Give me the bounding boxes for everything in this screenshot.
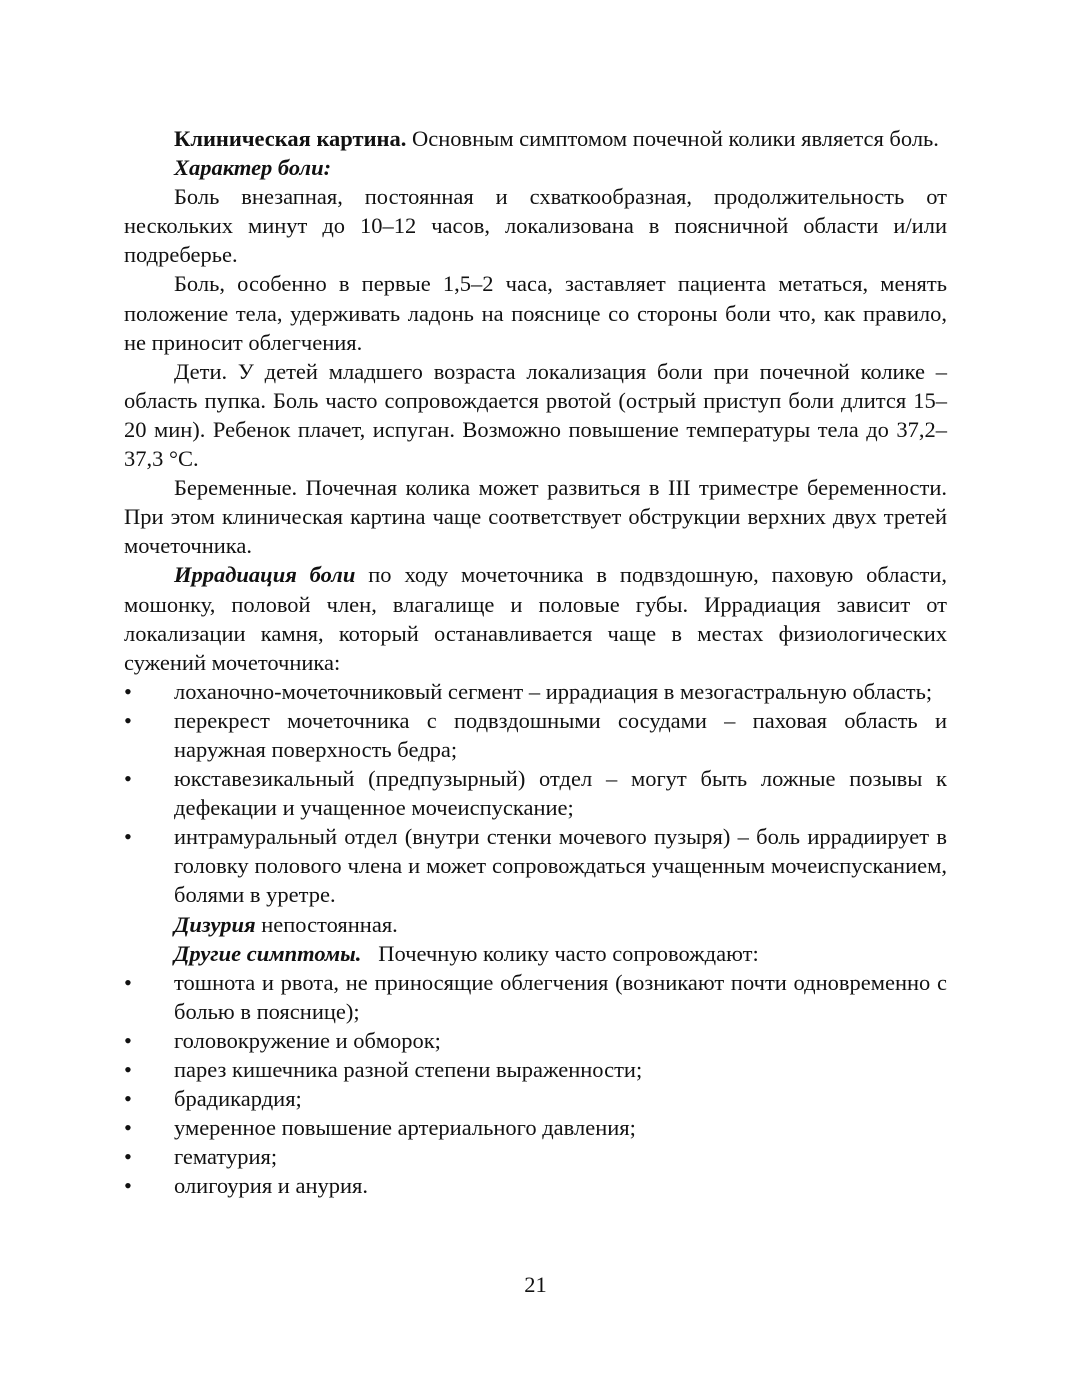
list-item (124, 1142, 947, 1171)
list-item (124, 677, 947, 706)
document-body (124, 124, 947, 1200)
list-item (124, 1084, 947, 1113)
list-item-text: гематурия; (174, 1144, 278, 1170)
pain-character-heading: Характер боли: (174, 155, 332, 181)
bullet-icon: • (124, 678, 132, 704)
list-item-text: перекрест мочеточника с подвздошными сосудами – паховая область и наружная поверхность бедра; (174, 707, 947, 762)
children-paragraph: Дети. У детей младшего возраста локализация боли при почечной колике – область пупка. Боль часто сопровождается рвотой (острый приступ боли длится 15–20 мин). Ребенок плачет, испуган. Возможно повышение температуры тела до 37,2–37,3 °С. (124, 358, 947, 472)
pregnant-paragraph: Беременные. Почечная колика может развиться в III триместре беременности. При этом клиническая картина чаще соответствует обструкции верхних двух третей мочеточника. (124, 475, 947, 559)
bullet-icon: • (124, 824, 132, 850)
list-item-text: лоханочно-мочеточниковый сегмент – иррадиация в мезогастральную область; (174, 678, 933, 704)
dysuria-paragraph (124, 910, 947, 939)
list-item (124, 822, 947, 909)
list-item-text: брадикардия; (174, 1086, 302, 1112)
clinical-picture-heading: Клиническая картина. (174, 126, 407, 151)
clinical-picture-paragraph (124, 124, 947, 153)
bullet-icon: • (124, 969, 132, 995)
symptoms-list (124, 968, 947, 1201)
bullet-icon: • (124, 707, 132, 733)
bullet-icon: • (124, 1057, 132, 1082)
irradiation-list (124, 677, 947, 910)
list-item (124, 968, 947, 1026)
other-symptoms-paragraph (124, 939, 947, 968)
list-item (124, 1055, 947, 1084)
bullet-icon: • (124, 766, 132, 792)
list-item (124, 1171, 947, 1200)
list-item-text: тошнота и рвота, не приносящие облегчения (возникают почти одновременно с болью в пояснице); (174, 969, 947, 1024)
pain-behavior-paragraph: Боль, особенно в первые 1,5–2 часа, заставляет пациента метаться, менять положение тела, удерживать ладонь на пояснице со стороны боли что, как правило, не приносит облегчения. (124, 271, 947, 355)
dysuria-heading: Дизурия (174, 911, 256, 937)
irradiation-heading: Иррадиация боли (174, 562, 356, 588)
irradiation-paragraph (124, 560, 947, 676)
other-symptoms-text: Почечную колику часто сопровождают: (361, 940, 759, 966)
list-item-text: юкставезикальный (предпузырный) отдел – могут быть ложные позывы к дефекации и учащенное мочеиспускание; (174, 766, 947, 821)
list-item (124, 764, 947, 822)
page-number: 21 (524, 1272, 547, 1297)
other-symptoms-heading: Другие симптомы. (174, 940, 362, 966)
bullet-icon: • (124, 1144, 132, 1170)
pain-description-paragraph: Боль внезапная, постоянная и схваткообразная, продолжительность от нескольких минут до 10–12 часов, локализована в поясничной области и/или подреберье. (124, 184, 947, 268)
bullet-icon: • (124, 1173, 132, 1199)
list-item-text: олигоурия и анурия. (174, 1173, 369, 1199)
list-item (124, 1113, 947, 1142)
list-item-text: головокружение и обморок; (174, 1027, 441, 1053)
list-item-text: умеренное повышение артериального давления; (174, 1115, 636, 1141)
bullet-icon: • (124, 1027, 132, 1053)
list-item (124, 1026, 947, 1055)
list-item-text: парез кишечника разной степени выраженности; (174, 1057, 643, 1082)
clinical-picture-text: Основным симптомом почечной колики является боль. (406, 126, 939, 151)
list-item-text: интрамуральный отдел (внутри стенки мочевого пузыря) – боль иррадиирует в головку полового члена и может сопровождаться учащенным мочеиспусканием, болями в уретре. (174, 824, 947, 908)
list-item (124, 706, 947, 764)
irradiation-text: по ходу мочеточника в подвздошную, паховую области, мошонку, половой член, влагалище и половые губы. Иррадиация зависит от локализации камня, который останавливается чаще в местах физиологических сужений мочеточника: (124, 562, 947, 675)
dysuria-text: непостоянная. (255, 911, 398, 937)
bullet-icon: • (124, 1115, 132, 1141)
bullet-icon: • (124, 1086, 132, 1112)
